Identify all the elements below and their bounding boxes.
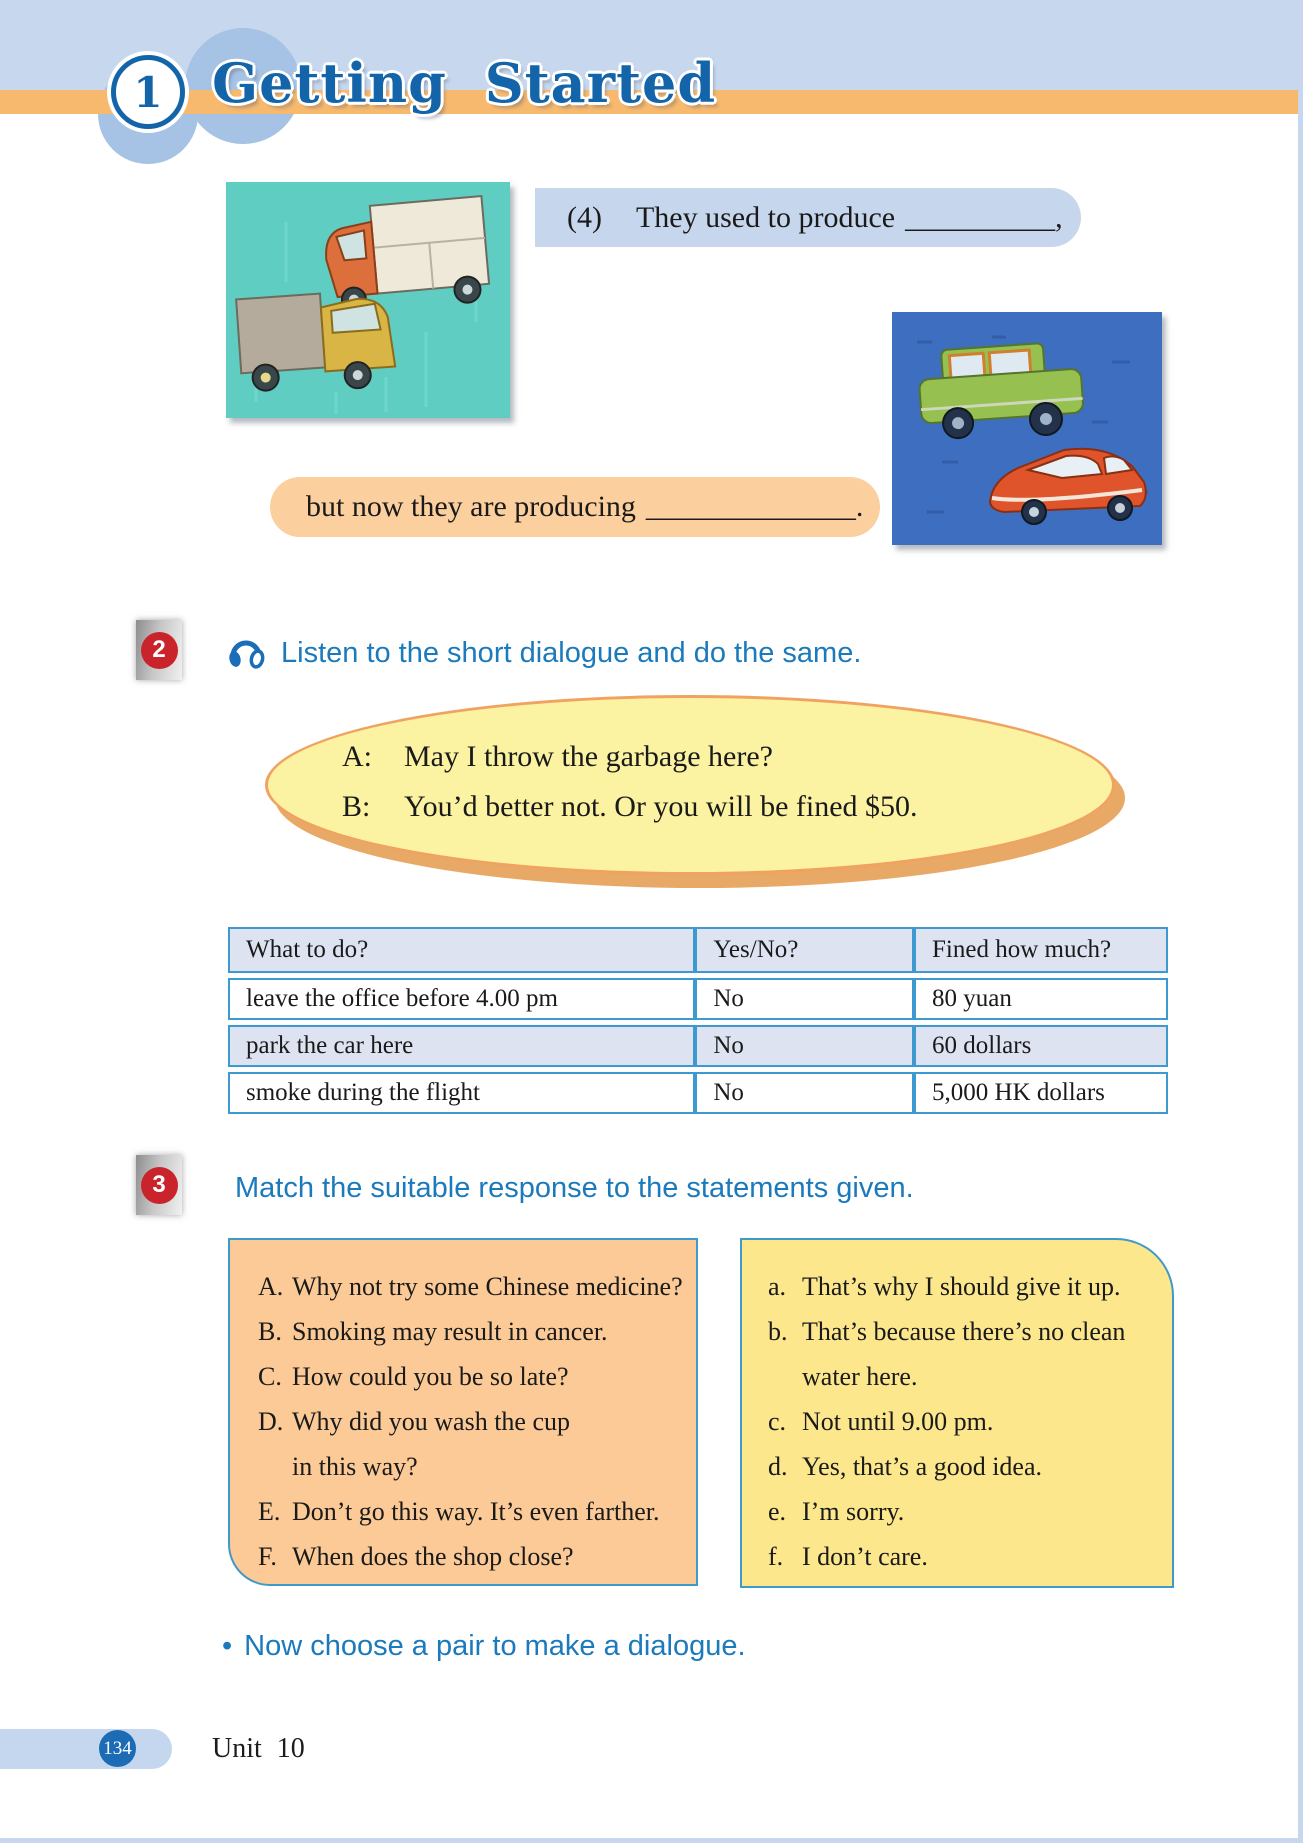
cell-yesno: No xyxy=(695,1025,914,1067)
response-text: That’s why I should give it up. xyxy=(802,1272,1121,1301)
response-text: Not until 9.00 pm. xyxy=(802,1407,994,1436)
exercise-2-instruction: Listen to the short dialogue and do the same. xyxy=(281,637,862,669)
cars-illustration xyxy=(892,312,1162,545)
statement-text: How could you be so late? xyxy=(292,1362,569,1391)
badge-number: 3 xyxy=(152,1171,166,1198)
page-title: Getting Started xyxy=(212,51,717,115)
statement-item xyxy=(258,1264,682,1309)
responses-box xyxy=(740,1238,1174,1588)
dialogue-line-a: May I throw the garbage here? xyxy=(404,740,773,773)
fines-table xyxy=(228,922,1168,1119)
response-label: e. xyxy=(768,1497,787,1526)
response-text: I’m sorry. xyxy=(802,1497,905,1526)
section-number: 1 xyxy=(133,67,163,117)
unit-label: Unit 10 xyxy=(212,1733,305,1764)
statement-label xyxy=(258,1444,292,1489)
exercise-3-instruction: Match the suitable response to the statements given. xyxy=(235,1172,914,1204)
statement-continuation xyxy=(258,1444,682,1489)
response-label: b. xyxy=(768,1317,788,1346)
statement-text: When does the shop close? xyxy=(292,1542,574,1571)
response-item xyxy=(768,1444,1162,1489)
response-continuation xyxy=(768,1354,1162,1399)
answer-blank: __________ xyxy=(905,200,1056,234)
exercise-3-badge xyxy=(136,1155,182,1215)
bullet: • xyxy=(222,1630,233,1662)
response-label: d. xyxy=(768,1452,788,1481)
statement-item xyxy=(258,1399,682,1444)
statement-text: Why not try some Chinese medicine? xyxy=(292,1272,683,1301)
dialogue-speaker-a: A: xyxy=(342,740,372,773)
page-edge-right xyxy=(1298,0,1303,1843)
dialogue-line-b: You’d better not. Or you will be fined $50. xyxy=(404,790,918,823)
col-header-fined: Fined how much? xyxy=(914,927,1168,973)
statement-text: in this way? xyxy=(292,1452,418,1481)
cell-fine: 5,000 HK dollars xyxy=(914,1072,1168,1114)
table-row xyxy=(228,1025,1168,1067)
statement-text: Don’t go this way. It’s even farther. xyxy=(292,1497,660,1526)
page-number-badge xyxy=(99,1730,136,1767)
statement-label: E. xyxy=(258,1497,281,1526)
table-header-row xyxy=(228,927,1168,973)
response-label: f. xyxy=(768,1542,784,1571)
exercise-2-number xyxy=(141,632,178,669)
page-number-pill xyxy=(0,1729,172,1769)
prompt-tail: . xyxy=(855,490,864,523)
statement-label: C. xyxy=(258,1362,282,1391)
dialogue-bubble xyxy=(265,695,1115,875)
statement-item xyxy=(258,1354,682,1399)
cell-action: smoke during the flight xyxy=(228,1072,695,1114)
response-label xyxy=(768,1354,802,1399)
trucks-illustration xyxy=(226,182,510,418)
cell-yesno: No xyxy=(695,1072,914,1114)
dialogue-speaker-b: B: xyxy=(342,790,371,823)
response-item xyxy=(768,1489,1162,1534)
response-text: I don’t care. xyxy=(802,1542,928,1571)
cell-fine: 80 yuan xyxy=(914,978,1168,1020)
page-edge-bottom xyxy=(0,1838,1303,1843)
response-item xyxy=(768,1534,1162,1579)
statement-label: F. xyxy=(258,1542,277,1571)
prompt-tail: , xyxy=(1055,200,1063,234)
section-number-badge xyxy=(111,55,185,129)
response-label: c. xyxy=(768,1407,787,1436)
response-item xyxy=(768,1399,1162,1444)
item-number: (4) xyxy=(567,200,602,234)
statements-box xyxy=(228,1238,698,1586)
cell-fine: 60 dollars xyxy=(914,1025,1168,1067)
followup-instruction xyxy=(222,1630,746,1663)
trucks-drawing xyxy=(226,182,510,418)
response-item xyxy=(768,1309,1162,1354)
table-row xyxy=(228,1072,1168,1114)
response-item xyxy=(768,1264,1162,1309)
badge-number: 2 xyxy=(152,636,166,663)
statement-label: B. xyxy=(258,1317,282,1346)
statement-label: D. xyxy=(258,1407,284,1436)
col-header-yes-no: Yes/No? xyxy=(695,927,914,973)
table-row xyxy=(228,978,1168,1020)
statement-item xyxy=(258,1309,682,1354)
fill-in-prompt-now xyxy=(270,477,880,537)
page-number: 134 xyxy=(103,1737,132,1759)
response-label: a. xyxy=(768,1272,787,1301)
prompt-text: but now they are producing xyxy=(306,490,636,523)
cell-yesno: No xyxy=(695,978,914,1020)
statement-text: Why did you wash the cup xyxy=(292,1407,571,1436)
cell-action: park the car here xyxy=(228,1025,695,1067)
response-text: Yes, that’s a good idea. xyxy=(802,1452,1043,1481)
statement-item xyxy=(258,1534,682,1579)
headphones-icon xyxy=(226,629,266,671)
statement-item xyxy=(258,1489,682,1534)
statement-label: A. xyxy=(258,1272,284,1301)
response-text: That’s because there’s no clean xyxy=(802,1317,1126,1346)
cars-drawing xyxy=(892,312,1162,545)
col-header-what-to-do: What to do? xyxy=(228,927,695,973)
prompt-text: They used to produce xyxy=(635,200,896,234)
cell-action: leave the office before 4.00 pm xyxy=(228,978,695,1020)
response-text: water here. xyxy=(802,1362,918,1391)
exercise-3-number xyxy=(141,1167,178,1204)
exercise-2-badge xyxy=(136,620,182,680)
statement-text: Smoking may result in cancer. xyxy=(292,1317,608,1346)
fill-in-prompt-used-to xyxy=(535,188,1081,247)
followup-text: Now choose a pair to make a dialogue. xyxy=(244,1630,746,1662)
answer-blank: ______________ xyxy=(645,490,856,523)
